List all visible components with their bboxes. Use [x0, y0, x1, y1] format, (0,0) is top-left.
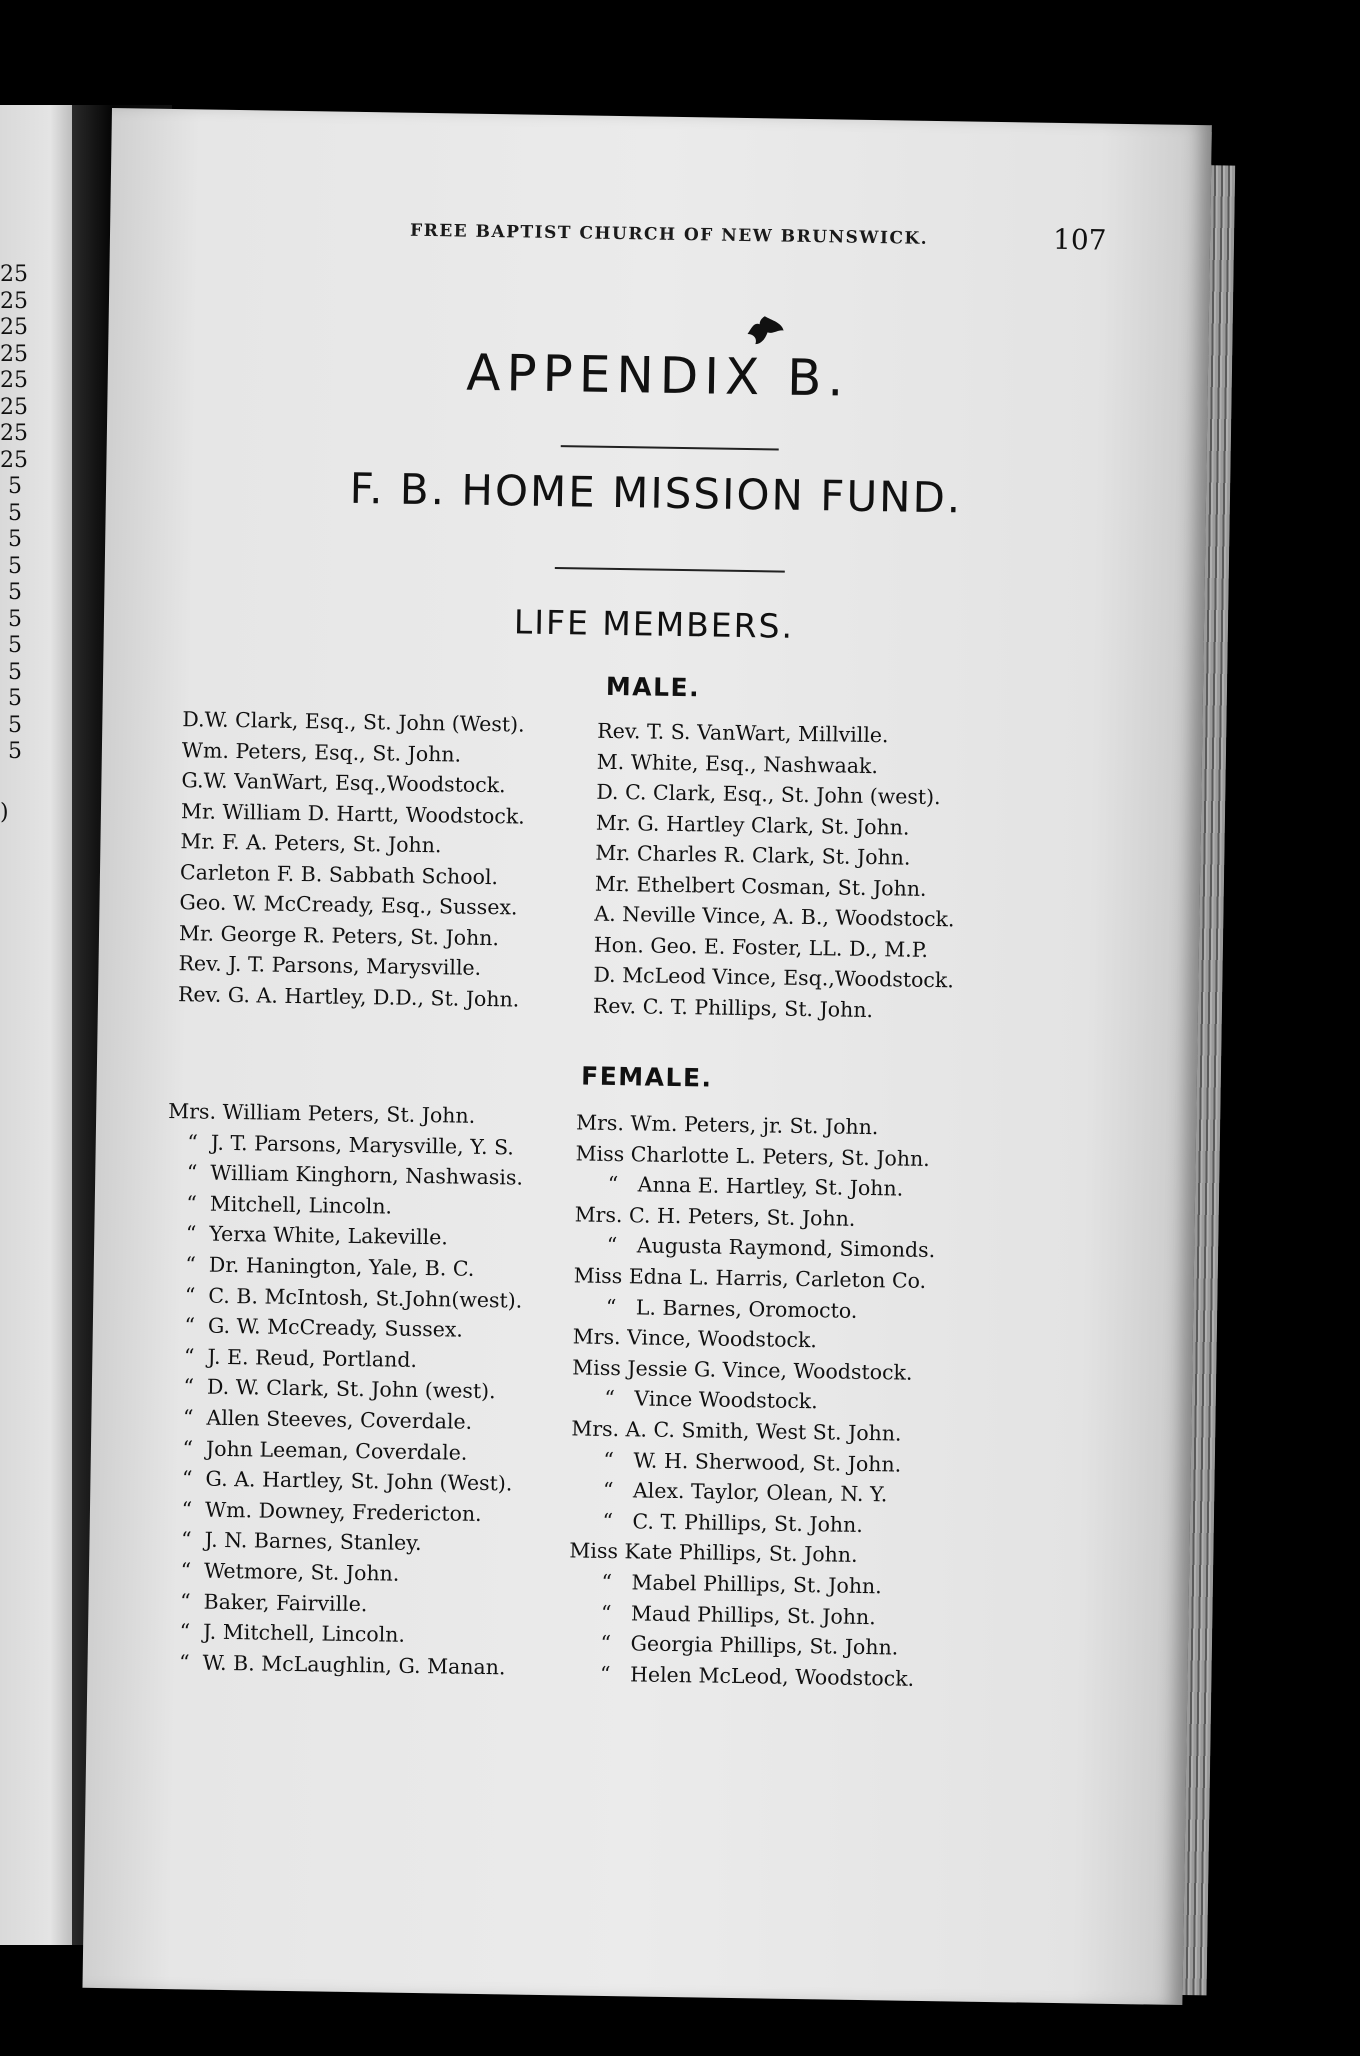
member-entry: D.W. Clark, Esq., St. John (West).: [182, 707, 525, 737]
left-page-number: 5: [8, 474, 22, 499]
member-entry: Mrs. C. H. Peters, St. John.: [574, 1202, 856, 1231]
member-entry: “ G. A. Hartley, St. John (West).: [162, 1466, 513, 1496]
member-entry: “ D. W. Clark, St. John (west).: [163, 1374, 496, 1404]
member-entry: “ J. T. Parsons, Marysville, Y. S.: [167, 1129, 515, 1160]
member-entry: Miss Charlotte L. Peters, St. John.: [575, 1141, 931, 1171]
member-entry: “ Yerxa White, Lakeville.: [166, 1221, 449, 1250]
left-page-number: 5: [8, 712, 22, 738]
male-left-column: [178, 704, 527, 1014]
member-entry: “ Augusta Raymond, Simonds.: [574, 1232, 936, 1263]
member-entry: Carleton F. B. Sabbath School.: [179, 859, 499, 889]
female-left-column: [159, 1096, 525, 1683]
left-page-number: 25: [0, 421, 28, 446]
male-right-column: [593, 716, 958, 1027]
member-entry: “ Mabel Phillips, St. John.: [568, 1569, 882, 1599]
female-heading: FEMALE.: [580, 1061, 713, 1093]
member-entry: Rev. T. S. VanWart, Millville.: [597, 718, 889, 748]
member-entry: “ C. B. McIntosh, St.John(west).: [165, 1282, 523, 1313]
member-entry: “ G. W. McCready, Sussex.: [164, 1313, 464, 1342]
left-page-number: 25: [0, 315, 28, 340]
appendix-title: APPENDIX B.: [465, 343, 850, 408]
member-entry: Mrs. A. C. Smith, West St. John.: [571, 1416, 902, 1446]
female-right-column: [567, 1107, 937, 1694]
member-entry: “ Baker, Fairville.: [160, 1588, 368, 1616]
member-entry: Rev. G. A. Hartley, D.D., St. John.: [177, 981, 520, 1012]
left-page-number: 5: [8, 527, 22, 552]
member-entry: “ Anna E. Hartley, St. John.: [574, 1171, 904, 1201]
member-entry: “ L. Barnes, Oromocto.: [573, 1293, 858, 1323]
member-entry: Mr. Ethelbert Cosman, St. John.: [594, 871, 927, 901]
member-entry: Mr. F. A. Peters, St. John.: [180, 829, 442, 858]
member-entry: Mr. William D. Hartt, Woodstock.: [180, 798, 525, 829]
member-entry: “ Helen McLeod, Woodstock.: [567, 1661, 915, 1691]
member-entry: Rev. C. T. Phillips, St. John.: [592, 993, 874, 1022]
member-entry: Rev. J. T. Parsons, Marysville.: [178, 951, 482, 980]
member-entry: D. C. Clark, Esq., St. John (west).: [596, 779, 941, 810]
left-page-number: 5: [8, 659, 22, 685]
member-entry: “ Alex. Taylor, Olean, N. Y.: [570, 1477, 888, 1507]
member-entry: Miss Jessie G. Vince, Woodstock.: [572, 1355, 913, 1385]
left-page-number: 5: [8, 553, 22, 579]
leaf-ornament-icon: [743, 314, 785, 347]
member-entry: “ Maud Phillips, St. John.: [568, 1599, 876, 1629]
left-page-number: 5: [8, 580, 22, 605]
member-entry: “ J. E. Reud, Portland.: [164, 1343, 418, 1372]
member-entry: Hon. Geo. E. Foster, LL. D., M.P.: [593, 932, 929, 962]
member-entry: “ C. T. Phillips, St. John.: [569, 1508, 864, 1537]
member-entry: “ J. Mitchell, Lincoln.: [159, 1619, 406, 1647]
left-page-number: 25: [0, 368, 28, 393]
fund-rule: [555, 567, 785, 573]
title-rule: [561, 445, 779, 450]
member-entry: “ Wm. Downey, Fredericton.: [161, 1496, 482, 1526]
left-page-number-column: [0, 262, 28, 766]
member-entry: “ J. N. Barnes, Stanley.: [161, 1527, 422, 1556]
member-entry: Miss Edna L. Harris, Carleton Co.: [573, 1263, 927, 1293]
member-entry: Mr. George R. Peters, St. John.: [178, 920, 500, 950]
member-entry: “ Mitchell, Lincoln.: [166, 1190, 393, 1219]
member-entry: “ Wetmore, St. John.: [160, 1557, 400, 1586]
member-entry: Mr. Charles R. Clark, St. John.: [595, 840, 911, 870]
member-entry: “ Georgia Phillips, St. John.: [567, 1630, 899, 1660]
left-page-number: 25: [0, 394, 28, 420]
left-page-number: 5: [8, 686, 22, 711]
page-number: 107: [1052, 222, 1107, 257]
left-page-mark: ): [0, 800, 9, 825]
member-entry: Wm. Peters, Esq., St. John.: [181, 737, 462, 767]
member-entry: Geo. W. McCready, Esq., Sussex.: [179, 890, 518, 920]
left-page-number: 5: [8, 606, 22, 632]
member-entry: “ Vince Woodstock.: [571, 1385, 818, 1414]
member-entry: “ John Leeman, Coverdale.: [162, 1435, 468, 1465]
member-entry: “ Allen Steeves, Coverdale.: [163, 1404, 473, 1434]
member-entry: “ William Kinghorn, Nashwasis.: [167, 1160, 524, 1190]
member-entry: G.W. VanWart, Esq.,Woodstock.: [181, 768, 506, 798]
left-page-number: 25: [0, 262, 28, 287]
left-page-number: 25: [0, 341, 28, 367]
member-entry: Mrs. William Peters, St. John.: [168, 1099, 476, 1128]
member-entry: M. White, Esq., Nashwaak.: [596, 749, 879, 778]
left-page-number: 5: [8, 633, 22, 658]
left-page-number: 25: [0, 288, 28, 314]
member-entry: Mrs. Vince, Woodstock.: [572, 1324, 818, 1353]
running-head: FREE BAPTIST CHURCH OF NEW BRUNSWICK.: [409, 220, 929, 249]
left-page-number: 5: [8, 500, 22, 526]
member-entry: A. Neville Vince, A. B., Woodstock.: [594, 901, 955, 932]
page-107: [82, 108, 1211, 2005]
member-entry: “ Dr. Hanington, Yale, B. C.: [165, 1251, 475, 1281]
member-entry: Mr. G. Hartley Clark, St. John.: [595, 810, 910, 840]
member-entry: Mrs. Wm. Peters, jr. St. John.: [575, 1110, 879, 1140]
fund-title: F. B. HOME MISSION FUND.: [349, 463, 963, 523]
member-entry: D. McLeod Vince, Esq.,Woodstock.: [593, 962, 955, 993]
member-entry: “ W. H. Sherwood, St. John.: [570, 1446, 902, 1477]
life-members-title: LIFE MEMBERS.: [513, 602, 795, 646]
left-page-number: 25: [0, 447, 28, 473]
member-entry: Miss Kate Phillips, St. John.: [569, 1538, 858, 1568]
member-entry: “ W. B. McLaughlin, G. Manan.: [159, 1649, 506, 1680]
left-page-number: 5: [8, 739, 22, 764]
male-heading: MALE.: [605, 671, 701, 703]
